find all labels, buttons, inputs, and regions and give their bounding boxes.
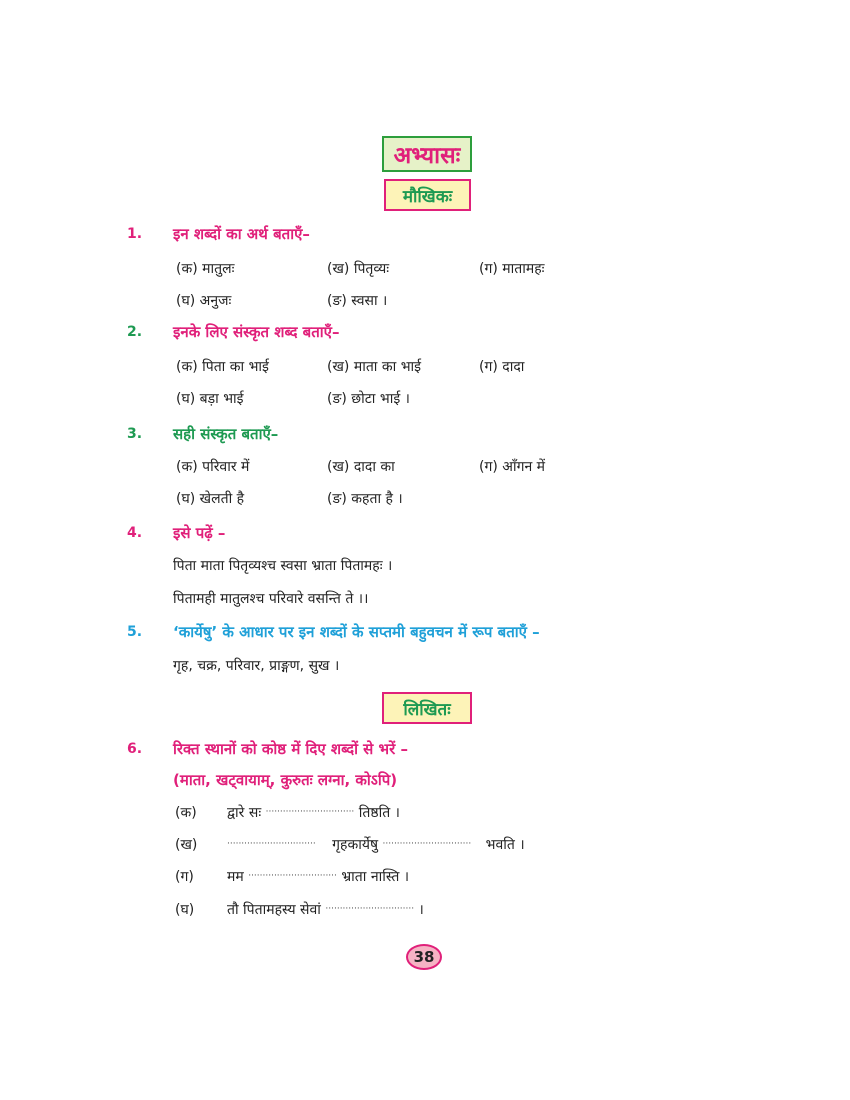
- option: (क) मातुलः: [176, 261, 235, 277]
- verse-line: पितामही मातुलश्च परिवारे वसन्ति ते ।।: [173, 591, 369, 607]
- option: (ङ) कहता है ।: [327, 491, 403, 507]
- option: (ङ) छोटा भाई ।: [327, 391, 410, 407]
- option: (ख) माता का भाई: [327, 359, 422, 375]
- fill-sentence: [227, 900, 424, 919]
- sentence-part: तिष्ठति ।: [358, 805, 400, 821]
- option: (क) पिता का भाई: [176, 359, 269, 375]
- item-label: (क): [175, 805, 197, 821]
- fill-sentence: [227, 835, 525, 854]
- blank: ·······························: [248, 871, 337, 881]
- item-label: (घ): [175, 902, 195, 918]
- option: (ख) पितृव्यः: [327, 261, 390, 277]
- option: (क) परिवार में: [176, 459, 250, 475]
- blank: ·······························: [382, 839, 472, 849]
- sentence-part: भ्राता नास्ति ।: [341, 869, 410, 885]
- question-number: 3.: [127, 426, 143, 442]
- item-label: (ख): [175, 837, 198, 853]
- sentence-part: द्वारे सः: [227, 805, 262, 821]
- option: (घ) खेलती है: [176, 491, 245, 507]
- question-number: 4.: [127, 525, 143, 541]
- sentence-part: मम: [227, 869, 244, 885]
- question-text: सही संस्कृत बताएँ–: [173, 425, 279, 443]
- question-number: 5.: [127, 624, 143, 640]
- section-heading-oral: मौखिकः: [384, 179, 471, 211]
- blank: ·······························: [325, 904, 415, 914]
- question-text: इनके लिए संस्कृत शब्द बताएँ–: [173, 323, 340, 341]
- section-heading-written: लिखितः: [382, 692, 472, 724]
- question-text: इन शब्दों का अर्थ बताएँ–: [173, 225, 310, 243]
- question-text: रिक्त स्थानों को कोष्ठ में दिए शब्दों से भरें –: [173, 740, 408, 758]
- option: (ख) दादा का: [327, 459, 395, 475]
- option: (ङ) स्वसा ।: [327, 293, 388, 309]
- sentence-part: ।: [418, 902, 424, 918]
- option: (घ) बड़ा भाई: [176, 391, 244, 407]
- question-text: इसे पढ़ें –: [173, 524, 226, 542]
- sentence-part: गृहकार्येषु: [332, 837, 379, 853]
- blank: ·······························: [227, 839, 316, 849]
- fill-sentence: [227, 803, 400, 822]
- item-label: (ग): [175, 869, 194, 885]
- question-number: 1.: [127, 226, 143, 242]
- question-text: ‘कार्येषु’ के आधार पर इन शब्दों के सप्तमी बहुवचन में रूप बताएँ –: [173, 623, 540, 641]
- sentence-part: तौ पितामहस्य सेवां: [227, 902, 321, 918]
- blank: ·······························: [265, 807, 355, 817]
- option: (ग) मातामहः: [479, 261, 545, 277]
- option: (घ) अनुजः: [176, 293, 232, 309]
- page-number-badge: 38: [406, 944, 442, 970]
- verse-line: पिता माता पितृव्यश्च स्वसा भ्राता पितामहः ।: [173, 558, 393, 574]
- fill-sentence: [227, 867, 409, 886]
- page-title: अभ्यासः: [382, 136, 472, 172]
- word-bank: (माता, खट्वायाम्, कुरुतः लग्ना, कोऽपि): [173, 771, 398, 789]
- option: (ग) दादा: [479, 359, 525, 375]
- sentence-part: भवति ।: [485, 837, 525, 853]
- question-number: 2.: [127, 324, 143, 340]
- word-list: गृह, चक्र, परिवार, प्राङ्गण, सुख ।: [173, 658, 340, 674]
- question-number: 6.: [127, 741, 143, 757]
- option: (ग) आँगन में: [479, 459, 546, 475]
